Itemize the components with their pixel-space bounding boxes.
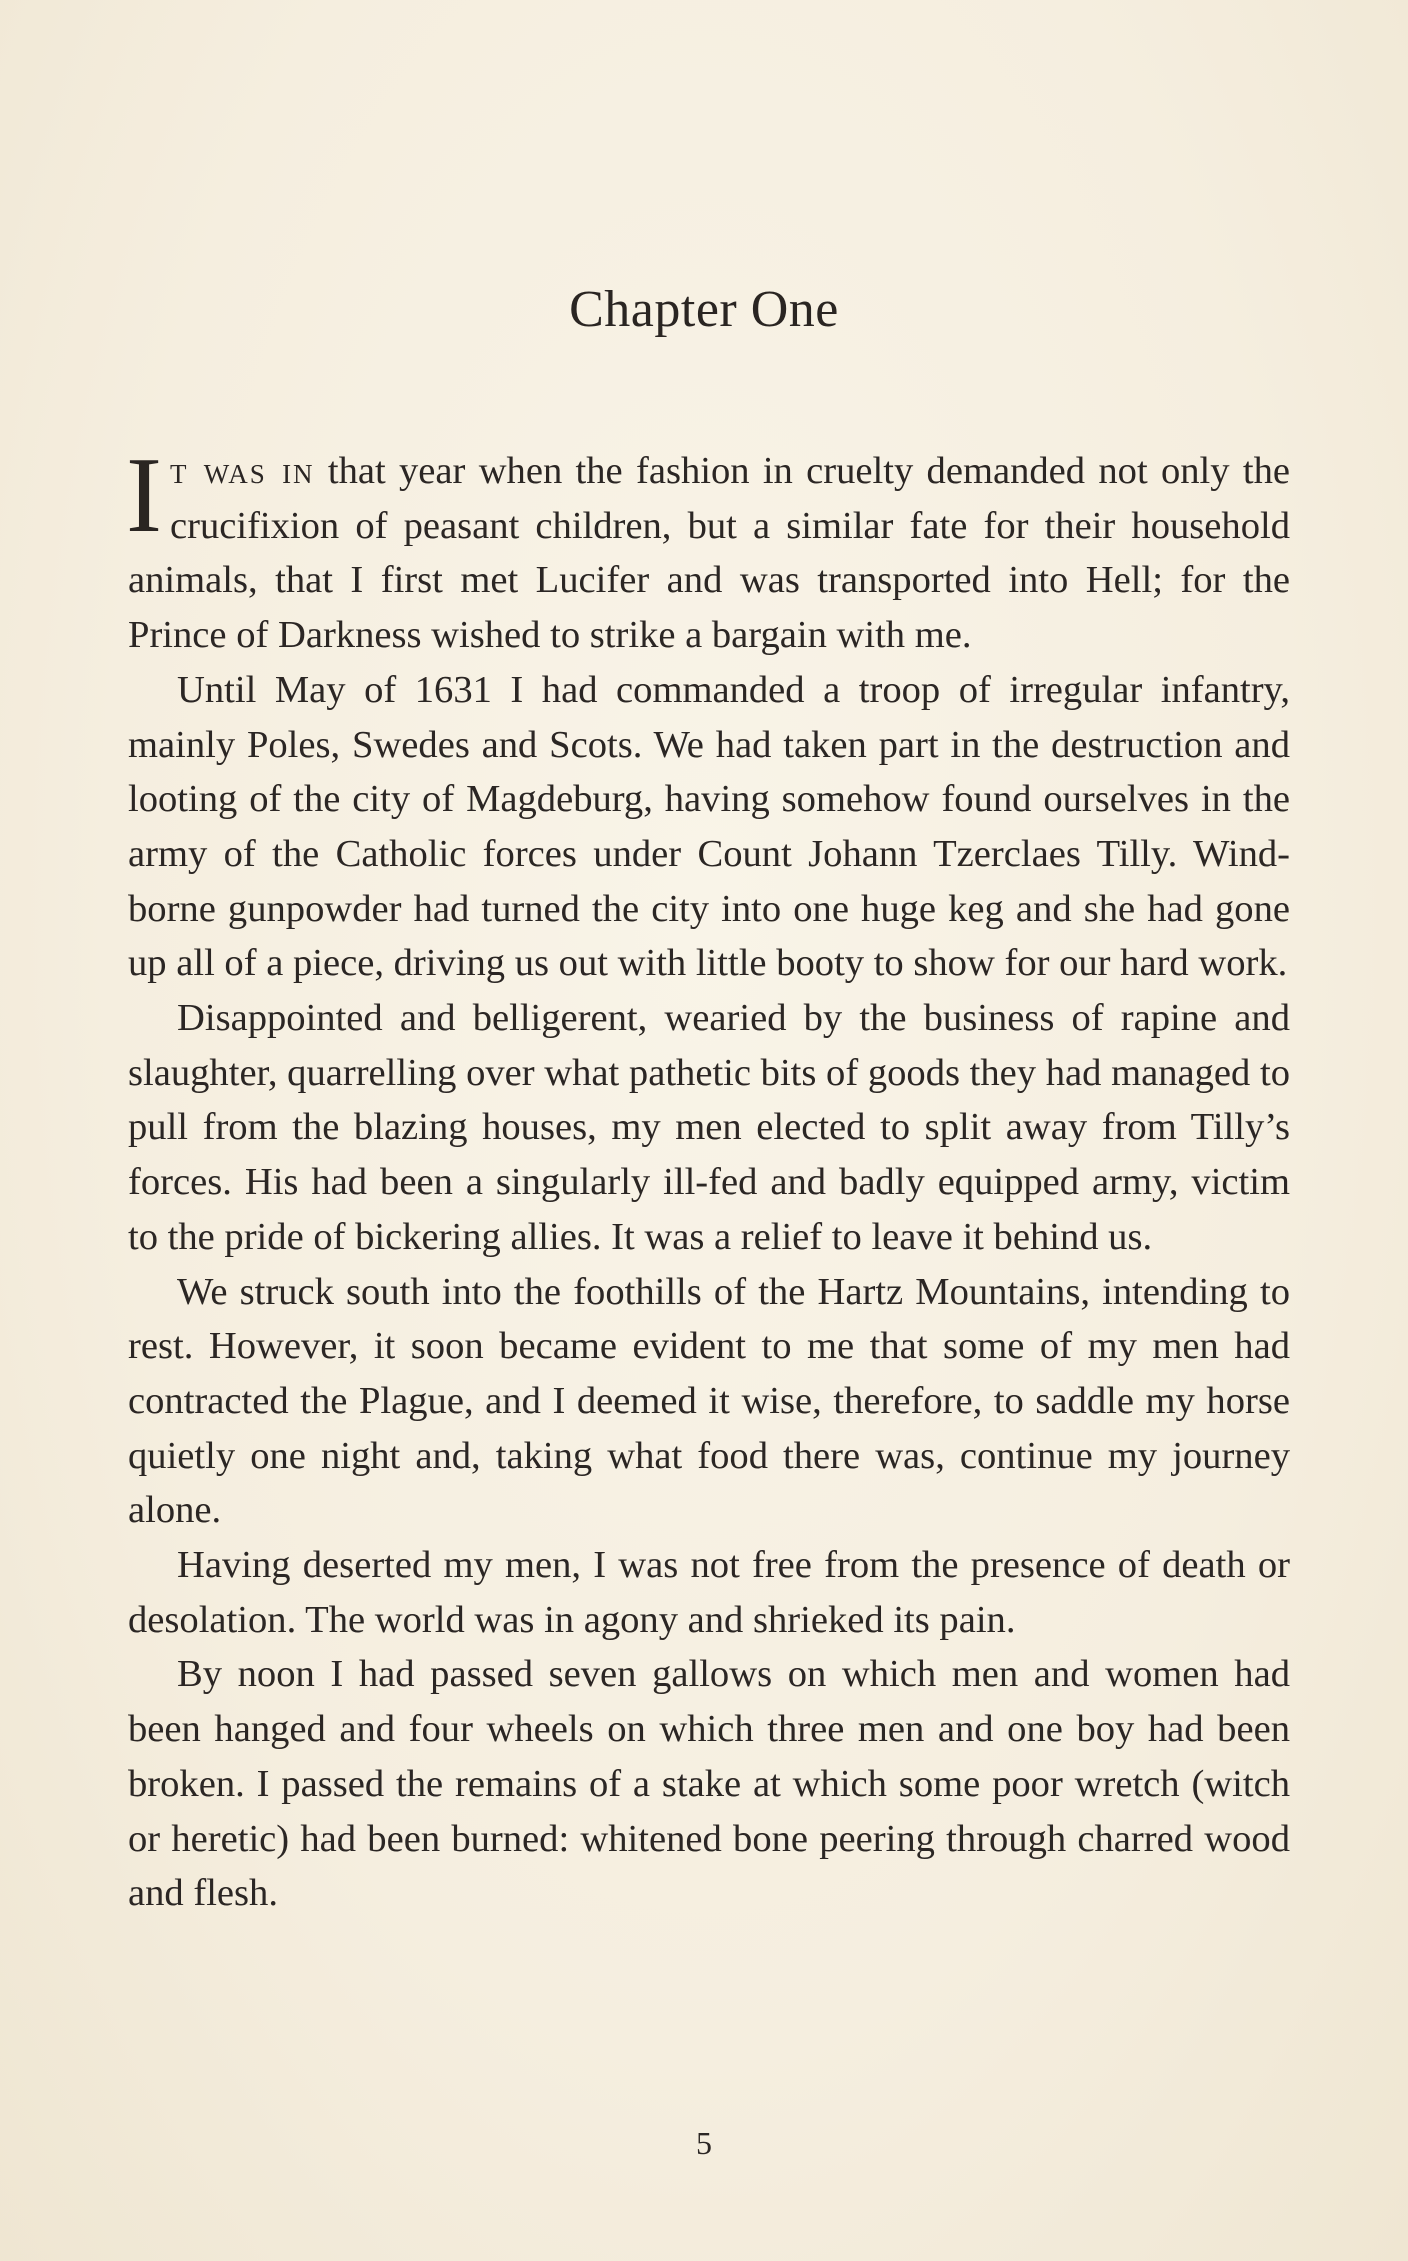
paragraph: Until May of 1631 I had commanded a troop of irregular infantry, mainly Poles, Swedes and Scots. We had taken part in the destruction and looting of the city of Magdeburg, having somehow found ourselves in the army of the Catholic forces under Count Johann Tzerclaes Tilly. Wind-borne gunpowder had turned the city into one huge keg and she had gone up all of a piece, driving us out with little booty to show for our hard work. xyxy=(128,668,1290,985)
opening-text: that year when the fashion in cruelty demanded not only the crucifixion of peasant children, but a similar fate for their household animals, that I first met Lucifer and was transported into Hell; for the Prince of Darkness wished to strike a bargain with me. xyxy=(128,450,1290,657)
opening-paragraph xyxy=(126,436,1290,663)
paragraph: Disappointed and belligerent, wearied by the business of rapine and slaughter, quarrelling over what pathetic bits of goods they had managed to pull from the blazing houses, my men elected to split away from Tilly’s forces. His had been a singularly ill-fed and badly equipped army, victim to the pride of bickering allies. It was a relief to leave it behind us. xyxy=(128,997,1290,1258)
paragraph: We struck south into the foothills of the Hartz Mountains, intending to rest. However, it soon became evident to me that some of my men had contracted the Plague, and I deemed it wise, therefore, to saddle my horse quietly one night and, taking what food there was, continue my journey alone. xyxy=(128,1270,1290,1532)
chapter-body xyxy=(126,436,1290,1921)
paragraph: Having deserted my men, I was not free from the presence of death or desolation. The world was in agony and shrieked its pain. xyxy=(128,1544,1290,1641)
paragraph: By noon I had passed seven gallows on which men and women had been hanged and four wheels on which three men and one boy had been broken. I passed the remains of a stake at which some poor wretch (witch or heretic) had been burned: whitened bone peering through charred wood and flesh. xyxy=(128,1653,1290,1915)
opening-small-caps: t was in xyxy=(169,450,315,492)
page-number: 5 xyxy=(696,2125,712,2161)
chapter-title: Chapter One xyxy=(569,281,839,338)
drop-cap: I xyxy=(126,436,162,555)
